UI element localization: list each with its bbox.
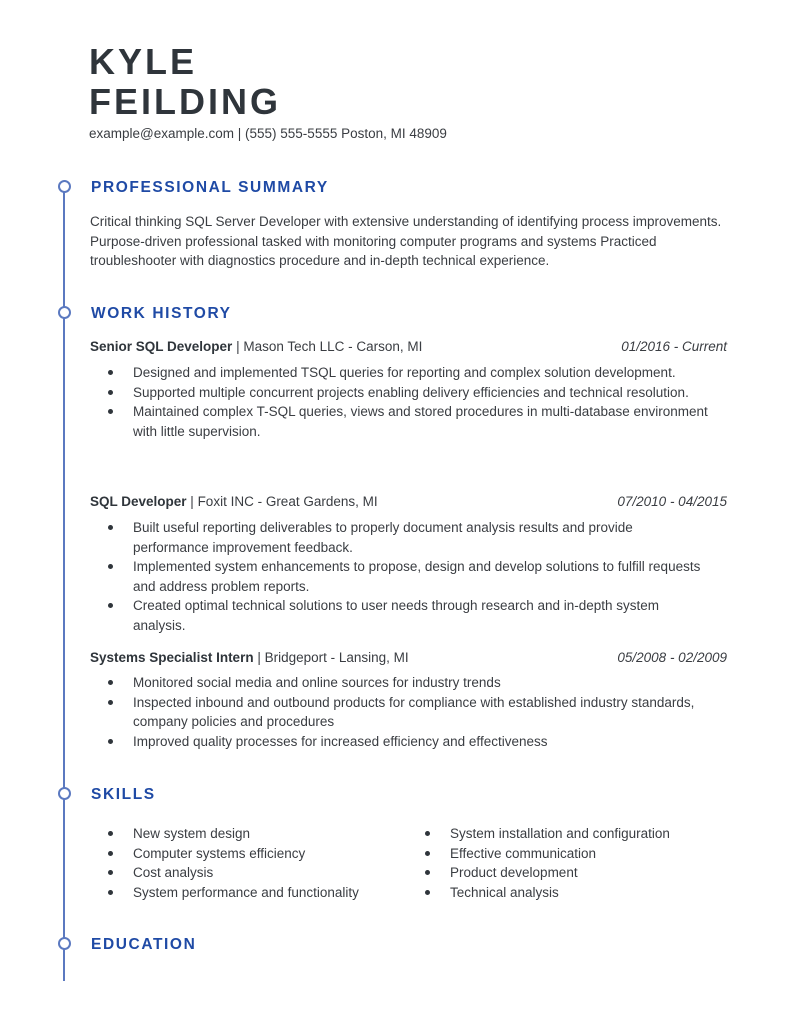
contact-info: example@example.com | (555) 555-5555 Poston, MI 48909: [89, 126, 447, 141]
job-title: SQL Developer: [90, 494, 187, 509]
job-header: [90, 494, 727, 509]
job-dates: 07/2010 - 04/2015: [617, 494, 727, 509]
list-item: Implemented system enhancements to propose, design and develop solutions to fulfill requests and address problem reports.: [90, 557, 710, 596]
job-bullets: [90, 363, 710, 441]
last-name: FEILDING: [89, 81, 281, 122]
job-bullets: [90, 518, 710, 635]
list-item: Inspected inbound and outbound products for compliance with established industry standards, company policies and procedures: [90, 693, 710, 732]
job-company: Foxit INC - Great Gardens, MI: [197, 494, 378, 509]
job-title: Senior SQL Developer: [90, 339, 233, 354]
timeline-node-icon: [58, 306, 71, 319]
job-header: [90, 339, 727, 354]
separator: |: [232, 339, 244, 354]
skill-item: Cost analysis: [90, 863, 710, 883]
list-item: Designed and implemented TSQL queries for reporting and complex solution development.: [90, 363, 710, 383]
job-company: Mason Tech LLC - Carson, MI: [243, 339, 423, 354]
skill-item: Technical analysis: [407, 883, 791, 903]
timeline-node-icon: [58, 180, 71, 193]
job-company: Bridgeport - Lansing, MI: [264, 650, 409, 665]
list-item: Built useful reporting deliverables to properly document analysis results and provide performance improvement feedback.: [90, 518, 710, 557]
section-title-work-history: WORK HISTORY: [91, 305, 232, 322]
section-title-summary: PROFESSIONAL SUMMARY: [91, 179, 329, 196]
list-item: Maintained complex T-SQL queries, views and stored procedures in multi-database environment with little supervision.: [90, 402, 710, 441]
timeline-node-icon: [58, 937, 71, 950]
list-item: Monitored social media and online sources for industry trends: [90, 673, 710, 693]
job-dates: 05/2008 - 02/2009: [617, 650, 727, 665]
section-title-education: EDUCATION: [91, 936, 197, 953]
skill-item: Effective communication: [407, 844, 791, 864]
list-item: Improved quality processes for increased efficiency and effectiveness: [90, 732, 710, 752]
skill-item: System performance and functionality: [90, 883, 710, 903]
first-name: KYLE: [89, 41, 198, 82]
list-item: Supported multiple concurrent projects enabling delivery efficiencies and technical resolution.: [90, 383, 710, 403]
skill-item: Computer systems efficiency: [90, 844, 710, 864]
skills-list-right: [407, 824, 791, 902]
job-header: [90, 650, 727, 665]
section-title-skills: SKILLS: [91, 786, 156, 803]
candidate-name: [89, 41, 281, 124]
summary-text: Critical thinking SQL Server Developer with extensive understanding of identifying process improvements. Purpose-driven professional tasked with monitoring computer programs and systems Practiced troubleshooter with diagnostics procedure and in-depth technical experience.: [90, 214, 722, 268]
job-title: Systems Specialist Intern: [90, 650, 254, 665]
list-item: Created optimal technical solutions to user needs through research and in-depth system analysis.: [90, 596, 710, 635]
skill-item: New system design: [90, 824, 710, 844]
separator: |: [186, 494, 198, 509]
job-dates: 01/2016 - Current: [621, 339, 727, 354]
separator: |: [253, 650, 265, 665]
job-bullets: [90, 673, 710, 751]
skill-item: System installation and configuration: [407, 824, 791, 844]
timeline-node-icon: [58, 787, 71, 800]
skill-item: Product development: [407, 863, 791, 883]
